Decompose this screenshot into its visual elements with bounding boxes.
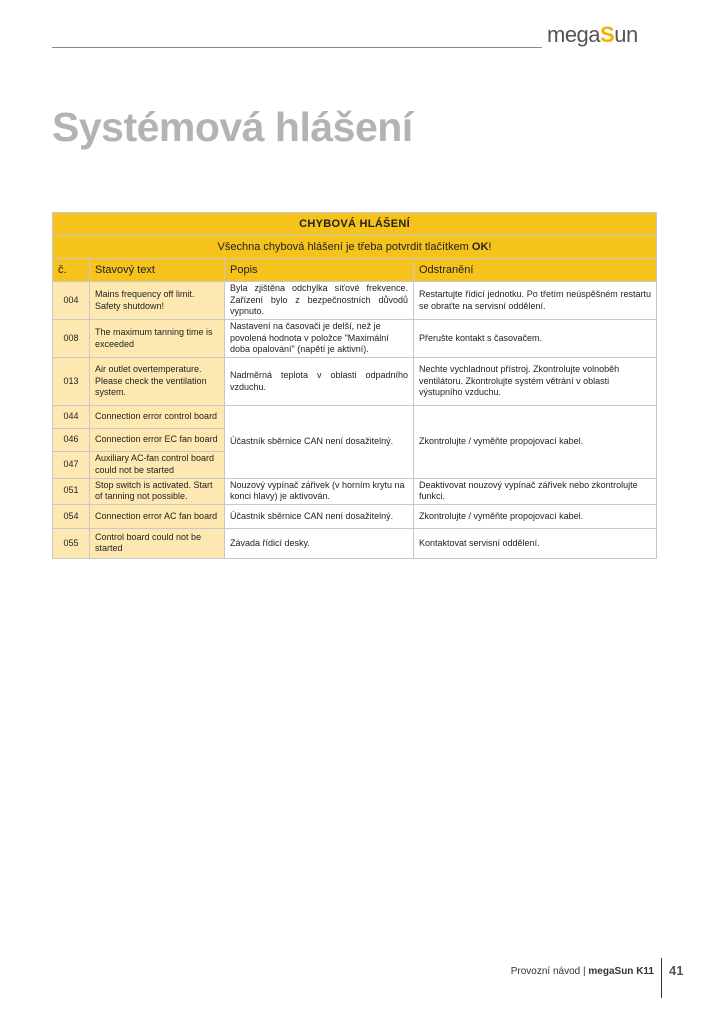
description: Nadměrná teplota v oblasti odpadního vzduchu. — [225, 358, 414, 406]
subtitle-end: ! — [488, 240, 492, 253]
error-code: 008 — [53, 320, 90, 358]
table-row — [53, 406, 657, 429]
error-code: 046 — [53, 429, 90, 452]
col-remedy: Odstranění — [414, 259, 657, 282]
col-status-text: Stavový text — [90, 259, 225, 282]
status-text: Control board could not be started — [90, 528, 225, 558]
table-title: CHYBOVÁ HLÁŠENÍ — [53, 213, 657, 236]
subtitle-text: Všechna chybová hlášení je třeba potvrdit tlačítkem — [217, 240, 472, 253]
error-code: 004 — [53, 282, 90, 320]
error-code: 044 — [53, 406, 90, 429]
footer-product: megaSun K11 — [588, 966, 654, 977]
table-row — [53, 320, 657, 358]
logo-highlight: S — [600, 22, 615, 47]
remedy: Kontaktovat servisní oddělení. — [414, 528, 657, 558]
description: Nastavení na časovači je delší, než je povolená hodnota v položce "Maximální doba opalování" (napětí je aktivní). — [225, 320, 414, 358]
merged-description: Účastník sběrnice CAN není dosažitelný. — [225, 406, 414, 478]
table-row — [53, 358, 657, 406]
footer-doc-label — [511, 966, 654, 977]
error-code: 013 — [53, 358, 90, 406]
status-text: Connection error control board — [90, 406, 225, 429]
logo-prefix: mega — [547, 22, 601, 47]
table-subtitle — [53, 236, 657, 259]
status-text: Mains frequency off limit. Safety shutdown! — [90, 282, 225, 320]
status-text: Stop switch is activated. Start of tanning not possible. — [90, 478, 225, 504]
remedy: Deaktivovat nouzový vypínač zářivek nebo zkontrolujte funkci. — [414, 478, 657, 504]
brand-logo — [547, 22, 638, 48]
status-text: Connection error EC fan board — [90, 429, 225, 452]
error-code: 047 — [53, 452, 90, 478]
page-number: 41 — [669, 963, 684, 978]
footer-manual: Provozní návod | — [510, 966, 589, 977]
table-row — [53, 478, 657, 504]
remedy: Restartujte řídicí jednotku. Po třetím neúspěšném restartu se obraťte na servisní oddělení. — [414, 282, 657, 320]
remedy: Nechte vychladnout přístroj. Zkontrolujte volnoběh ventilátoru. Zkontrolujte systém větrání v oblasti výstupního vzduchu. — [414, 358, 657, 406]
status-text: Connection error AC fan board — [90, 504, 225, 528]
table-row — [53, 528, 657, 558]
col-description: Popis — [225, 259, 414, 282]
table-row — [53, 282, 657, 320]
remedy: Přerušte kontakt s časovačem. — [414, 320, 657, 358]
col-number: č. — [53, 259, 90, 282]
error-messages-table — [52, 212, 657, 559]
description: Byla zjištěna odchylka síťové frekvence. Zařízení bylo z bezpečnostních důvodů vypnuto. — [225, 282, 414, 320]
column-header-row — [53, 259, 657, 282]
subtitle-ok: OK — [471, 240, 489, 253]
status-text: Air outlet overtemperature. Please check the ventilation system. — [90, 358, 225, 406]
table-row — [53, 504, 657, 528]
header-rule — [52, 47, 542, 48]
page-title: Systémová hlášení — [52, 104, 413, 150]
merged-remedy: Zkontrolujte / vyměňte propojovací kabel. — [414, 406, 657, 478]
footer-divider — [661, 958, 662, 998]
status-text: The maximum tanning time is exceeded — [90, 320, 225, 358]
status-text: Auxiliary AC-fan control board could not be started — [90, 452, 225, 478]
remedy: Zkontrolujte / vyměňte propojovací kabel. — [414, 504, 657, 528]
description: Závada řídicí desky. — [225, 528, 414, 558]
logo-suffix: un — [614, 22, 638, 47]
error-code: 054 — [53, 504, 90, 528]
error-code: 055 — [53, 528, 90, 558]
description: Nouzový vypínač zářivek (v horním krytu na konci hlavy) je aktivován. — [225, 478, 414, 504]
error-code: 051 — [53, 478, 90, 504]
description: Účastník sběrnice CAN není dosažitelný. — [225, 504, 414, 528]
